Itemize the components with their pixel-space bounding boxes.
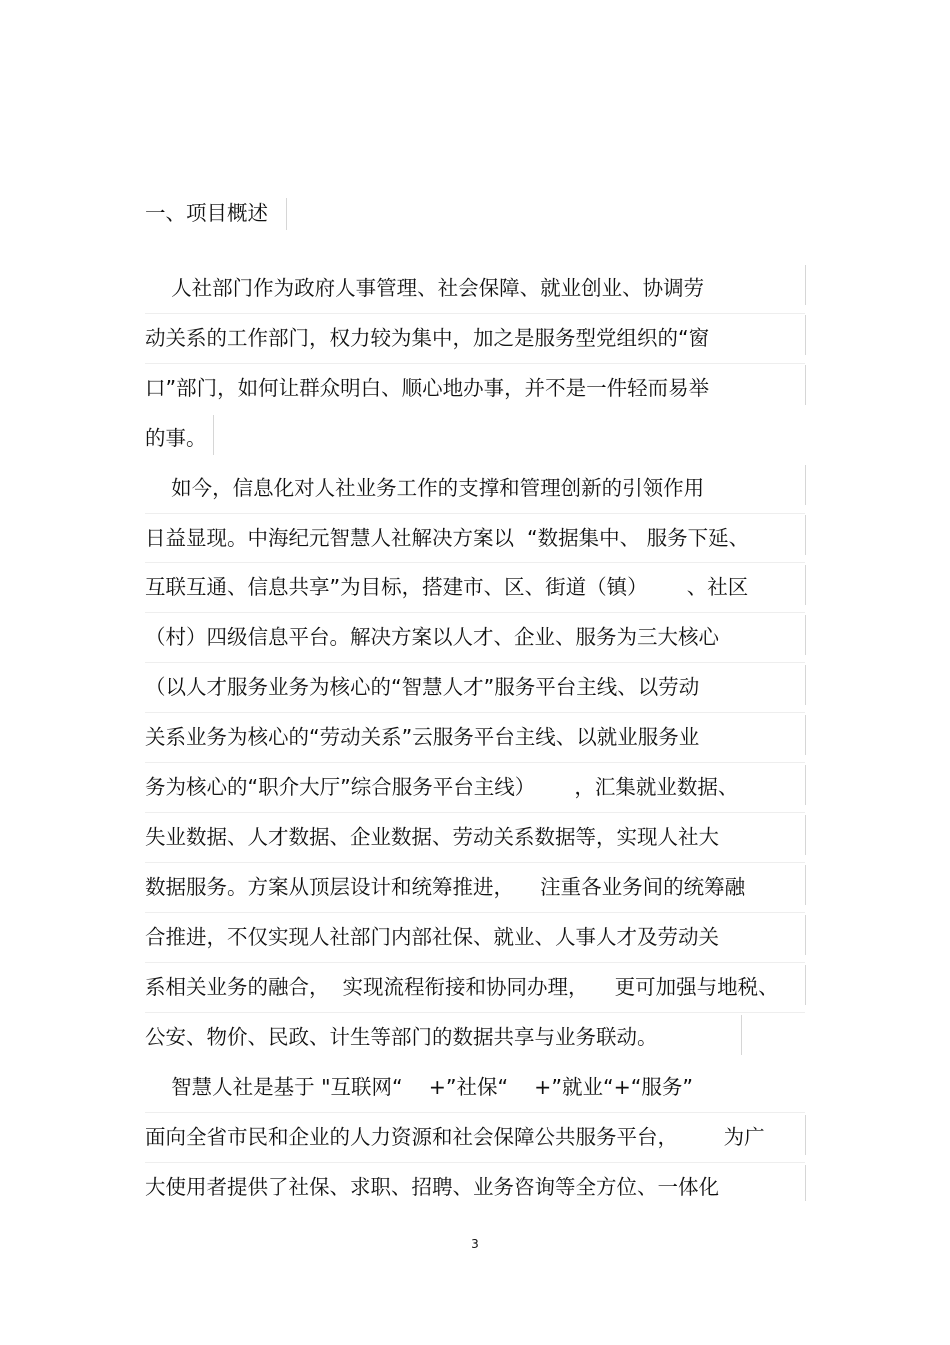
text-boundary-mark xyxy=(145,1162,805,1163)
text-boundary-mark xyxy=(145,1012,805,1013)
text-boundary-mark xyxy=(805,315,806,355)
body-line: 大使用者提供了社保、求职、招聘、业务咨询等全方位、一体化 xyxy=(145,1175,719,1199)
body-line: 关系业务为核心的“劳动关系”云服务平台主线、以就业服务业 xyxy=(145,725,700,749)
body-line: 的事。 xyxy=(145,426,207,450)
text-boundary-mark xyxy=(145,363,805,364)
text-boundary-mark xyxy=(805,1165,806,1201)
body-line: 失业数据、人才数据、企业数据、劳动关系数据等，实现人社大 xyxy=(145,825,719,849)
body-line: 日益显现。中海纪元智慧人社解决方案以 “数据集中、 服务下延、 xyxy=(145,526,750,550)
text-boundary-mark xyxy=(805,265,806,305)
text-boundary-mark xyxy=(805,865,806,905)
text-boundary-mark xyxy=(805,915,806,955)
text-boundary-mark xyxy=(145,762,805,763)
text-boundary-mark xyxy=(805,365,806,405)
body-line: 口”部门，如何让群众明白、顺心地办事，并不是一件轻而易举 xyxy=(145,376,710,400)
text-boundary-mark xyxy=(213,415,214,455)
body-line: 公安、物价、民政、计生等部门的数据共享与业务联动。 xyxy=(145,1025,658,1049)
text-boundary-mark xyxy=(145,862,805,863)
body-line: 智慧人社是基于 "互联网“ +”社保“ +”就业“+“服务” xyxy=(145,1075,694,1099)
text-boundary-mark xyxy=(805,565,806,605)
text-boundary-mark xyxy=(805,965,806,1005)
body-line: （以人才服务业务为核心的“智慧人才”服务平台主线、以劳动 xyxy=(145,675,700,699)
text-boundary-mark xyxy=(805,615,806,655)
text-boundary-mark xyxy=(805,1115,806,1155)
text-boundary-mark xyxy=(145,812,805,813)
body-line: 如今，信息化对人社业务工作的支撑和管理创新的引领作用 xyxy=(145,476,705,500)
text-boundary-mark xyxy=(805,515,806,555)
body-line: 系相关业务的融合， 实现流程衔接和协同办理， 更可加强与地税、 xyxy=(145,975,779,999)
text-boundary-mark xyxy=(805,815,806,855)
body-line: 面向全省市民和企业的人力资源和社会保障公共服务平台， 为广 xyxy=(145,1125,765,1149)
body-line: 人社部门作为政府人事管理、社会保障、就业创业、协调劳 xyxy=(145,276,705,300)
text-boundary-mark xyxy=(741,1015,742,1055)
text-boundary-mark xyxy=(145,662,805,663)
text-boundary-mark xyxy=(805,465,806,505)
page-number: 3 xyxy=(471,1237,479,1251)
text-boundary-mark xyxy=(145,912,805,913)
section-heading: 一、项目概述 xyxy=(145,201,268,225)
body-line: （村）四级信息平台。解决方案以人才、企业、服务为三大核心 xyxy=(145,625,719,649)
text-boundary-mark xyxy=(805,665,806,705)
body-line: 动关系的工作部门，权力较为集中，加之是服务型党组织的“窗 xyxy=(145,326,710,350)
text-boundary-mark xyxy=(145,313,805,314)
text-boundary-mark xyxy=(805,715,806,755)
text-boundary-mark xyxy=(145,712,805,713)
text-boundary-mark xyxy=(145,1112,805,1113)
body-line: 数据服务。方案从顶层设计和统筹推进， 注重各业务间的统筹融 xyxy=(145,875,746,899)
body-line: 务为核心的“职介大厅”综合服务平台主线） ，汇集就业数据、 xyxy=(145,775,739,799)
text-boundary-mark xyxy=(286,198,287,230)
body-line: 合推进，不仅实现人社部门内部社保、就业、人事人才及劳动关 xyxy=(145,925,719,949)
text-boundary-mark xyxy=(145,513,805,514)
text-boundary-mark xyxy=(145,612,805,613)
text-boundary-mark xyxy=(145,962,805,963)
body-line: 互联互通、信息共享”为目标，搭建市、区、街道（镇） 、社区 xyxy=(145,575,749,599)
text-boundary-mark xyxy=(145,562,805,563)
text-boundary-mark xyxy=(805,765,806,805)
